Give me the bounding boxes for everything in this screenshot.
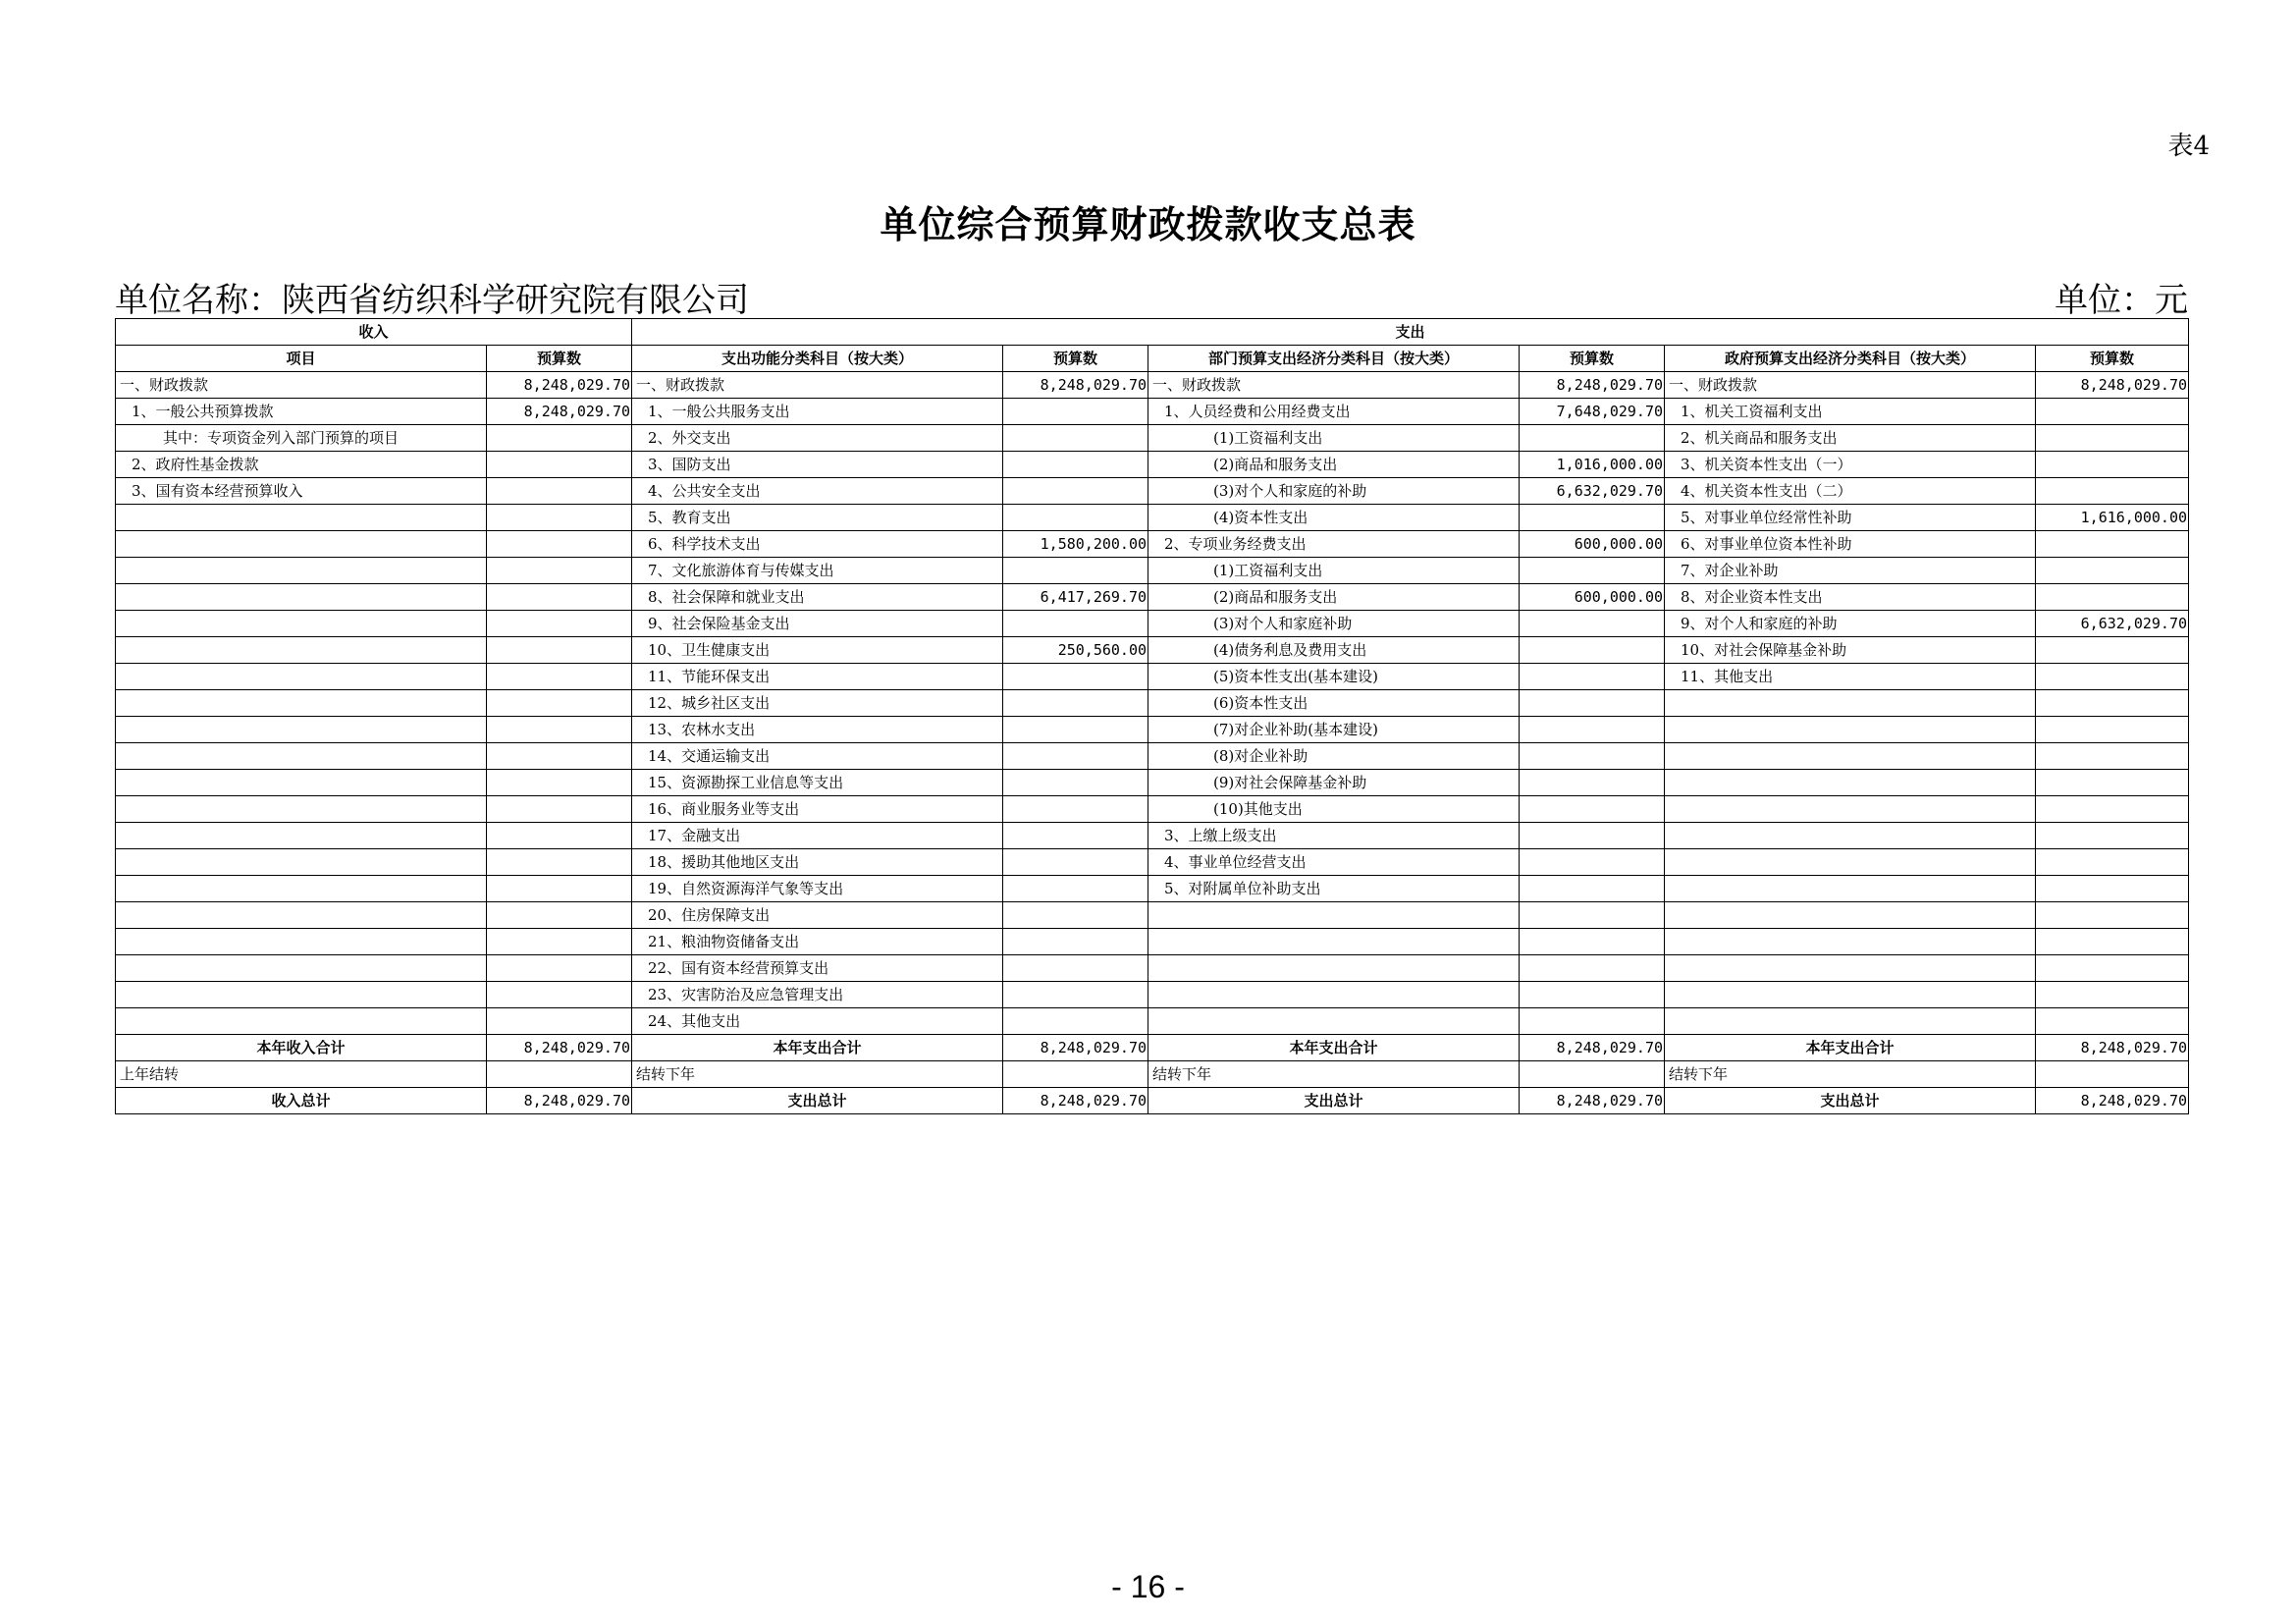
func-item-cell: 23、灾害防治及应急管理支出	[632, 982, 1003, 1008]
gov-budget-column-header: 预算数	[2036, 346, 2189, 372]
income-budget-cell	[487, 1008, 632, 1035]
income-budget-cell	[487, 505, 632, 531]
gov-budget-cell	[2036, 478, 2189, 505]
func-budget-cell: 8,248,029.70	[1003, 372, 1148, 399]
income-budget-cell	[487, 531, 632, 558]
carry-forward-value-gov	[2036, 1061, 2189, 1088]
func-budget-cell	[1003, 929, 1148, 955]
func-item-cell: 12、城乡社区支出	[632, 690, 1003, 717]
dept-econ-item-cell: (8)对企业补助	[1148, 743, 1520, 770]
income-item-cell: 1、一般公共预算拨款	[116, 399, 487, 425]
dept-budget-cell	[1520, 823, 1665, 849]
header-row-columns	[116, 346, 2189, 372]
func-class-column-header: 支出功能分类科目（按大类）	[632, 346, 1003, 372]
expense-grand-total-label-gov: 支出总计	[1665, 1088, 2036, 1114]
func-budget-column-header: 预算数	[1003, 346, 1148, 372]
func-item-cell: 13、农林水支出	[632, 717, 1003, 743]
income-item-cell	[116, 690, 487, 717]
dept-econ-column-header: 部门预算支出经济分类科目（按大类）	[1148, 346, 1520, 372]
expense-grand-total-label-func: 支出总计	[632, 1088, 1003, 1114]
income-item-cell	[116, 611, 487, 637]
gov-econ-item-cell: 9、对个人和家庭的补助	[1665, 611, 2036, 637]
unit-info-line	[115, 273, 2188, 318]
gov-budget-cell	[2036, 399, 2189, 425]
func-item-cell: 21、粮油物资储备支出	[632, 929, 1003, 955]
func-item-cell: 18、援助其他地区支出	[632, 849, 1003, 876]
dept-econ-item-cell: (10)其他支出	[1148, 796, 1520, 823]
carry-forward-value-func	[1003, 1061, 1148, 1088]
dept-budget-cell	[1520, 743, 1665, 770]
income-item-cell	[116, 505, 487, 531]
dept-budget-cell	[1520, 955, 1665, 982]
gov-budget-cell	[2036, 876, 2189, 902]
func-item-cell: 4、公共安全支出	[632, 478, 1003, 505]
gov-budget-cell	[2036, 584, 2189, 611]
func-item-cell: 16、商业服务业等支出	[632, 796, 1003, 823]
func-budget-cell	[1003, 902, 1148, 929]
func-budget-cell	[1003, 955, 1148, 982]
income-budget-cell	[487, 584, 632, 611]
year-expense-total-value-func: 8,248,029.70	[1003, 1035, 1148, 1061]
table-row	[116, 690, 2189, 717]
func-budget-cell	[1003, 505, 1148, 531]
income-item-cell: 一、财政拨款	[116, 372, 487, 399]
income-budget-cell: 8,248,029.70	[487, 399, 632, 425]
year-expense-total-label-dept: 本年支出合计	[1148, 1035, 1520, 1061]
table-row	[116, 611, 2189, 637]
gov-budget-cell	[2036, 902, 2189, 929]
dept-budget-cell	[1520, 849, 1665, 876]
dept-budget-cell	[1520, 982, 1665, 1008]
func-item-cell: 9、社会保险基金支出	[632, 611, 1003, 637]
income-budget-cell	[487, 717, 632, 743]
dept-budget-cell	[1520, 611, 1665, 637]
income-item-cell	[116, 955, 487, 982]
gov-budget-cell	[2036, 955, 2189, 982]
func-item-cell: 一、财政拨款	[632, 372, 1003, 399]
income-item-cell	[116, 531, 487, 558]
dept-budget-column-header: 预算数	[1520, 346, 1665, 372]
table-row	[116, 770, 2189, 796]
gov-budget-cell: 6,632,029.70	[2036, 611, 2189, 637]
func-item-cell: 11、节能环保支出	[632, 664, 1003, 690]
dept-econ-item-cell: (6)资本性支出	[1148, 690, 1520, 717]
dept-econ-item-cell	[1148, 982, 1520, 1008]
income-item-cell	[116, 823, 487, 849]
carry-forward-value-dept	[1520, 1061, 1665, 1088]
gov-econ-item-cell: 8、对企业资本性支出	[1665, 584, 2036, 611]
dept-econ-item-cell	[1148, 929, 1520, 955]
func-budget-cell	[1003, 823, 1148, 849]
year-expense-total-label-gov: 本年支出合计	[1665, 1035, 2036, 1061]
gov-budget-cell	[2036, 1008, 2189, 1035]
dept-econ-item-cell: 2、专项业务经费支出	[1148, 531, 1520, 558]
income-budget-cell	[487, 796, 632, 823]
year-expense-total-label-func: 本年支出合计	[632, 1035, 1003, 1061]
income-header: 收入	[116, 319, 632, 346]
dept-budget-cell	[1520, 558, 1665, 584]
gov-econ-item-cell	[1665, 929, 2036, 955]
gov-econ-item-cell: 7、对企业补助	[1665, 558, 2036, 584]
income-budget-cell	[487, 558, 632, 584]
gov-econ-item-cell: 10、对社会保障基金补助	[1665, 637, 2036, 664]
income-item-cell	[116, 902, 487, 929]
func-item-cell: 3、国防支出	[632, 452, 1003, 478]
dept-budget-cell	[1520, 505, 1665, 531]
prev-carryover-value	[487, 1061, 632, 1088]
dept-econ-item-cell: (9)对社会保障基金补助	[1148, 770, 1520, 796]
gov-econ-item-cell: 3、机关资本性支出（一）	[1665, 452, 2036, 478]
dept-budget-cell	[1520, 637, 1665, 664]
income-item-cell: 其中：专项资金列入部门预算的项目	[116, 425, 487, 452]
table-number: 表4	[2167, 132, 2210, 161]
income-item-cell	[116, 743, 487, 770]
gov-econ-item-cell: 4、机关资本性支出（二）	[1665, 478, 2036, 505]
dept-econ-item-cell	[1148, 1008, 1520, 1035]
gov-budget-cell	[2036, 664, 2189, 690]
income-item-cell	[116, 849, 487, 876]
carry-forward-label-gov: 结转下年	[1665, 1061, 2036, 1088]
year-total-row	[116, 1035, 2189, 1061]
dept-econ-item-cell: 1、人员经费和公用经费支出	[1148, 399, 1520, 425]
gov-econ-item-cell	[1665, 823, 2036, 849]
func-item-cell: 8、社会保障和就业支出	[632, 584, 1003, 611]
func-budget-cell	[1003, 876, 1148, 902]
dept-econ-item-cell	[1148, 955, 1520, 982]
expense-header: 支出	[632, 319, 2189, 346]
gov-budget-cell	[2036, 743, 2189, 770]
func-item-cell: 24、其他支出	[632, 1008, 1003, 1035]
expense-grand-total-value-func: 8,248,029.70	[1003, 1088, 1148, 1114]
gov-budget-cell	[2036, 452, 2189, 478]
table-row	[116, 452, 2189, 478]
gov-budget-cell	[2036, 796, 2189, 823]
income-item-cell: 3、国有资本经营预算收入	[116, 478, 487, 505]
gov-econ-item-cell: 一、财政拨款	[1665, 372, 2036, 399]
gov-econ-item-cell: 1、机关工资福利支出	[1665, 399, 2036, 425]
table-row	[116, 399, 2189, 425]
gov-econ-item-cell	[1665, 796, 2036, 823]
dept-budget-cell	[1520, 770, 1665, 796]
income-grand-total-label: 收入总计	[116, 1088, 487, 1114]
func-budget-cell	[1003, 452, 1148, 478]
func-budget-cell	[1003, 796, 1148, 823]
dept-budget-cell: 1,016,000.00	[1520, 452, 1665, 478]
func-budget-cell	[1003, 849, 1148, 876]
func-item-cell: 22、国有资本经营预算支出	[632, 955, 1003, 982]
table-row	[116, 664, 2189, 690]
table-row	[116, 743, 2189, 770]
gov-econ-item-cell: 6、对事业单位资本性补助	[1665, 531, 2036, 558]
dept-econ-item-cell	[1148, 902, 1520, 929]
table-row	[116, 505, 2189, 531]
gov-econ-item-cell	[1665, 743, 2036, 770]
income-budget-cell	[487, 425, 632, 452]
dept-budget-cell	[1520, 664, 1665, 690]
gov-econ-item-cell: 11、其他支出	[1665, 664, 2036, 690]
table-row	[116, 849, 2189, 876]
unit-currency: 单位：元	[2055, 281, 2188, 320]
dept-econ-item-cell: (1)工资福利支出	[1148, 425, 1520, 452]
dept-budget-cell	[1520, 796, 1665, 823]
income-budget-cell	[487, 611, 632, 637]
income-item-cell	[116, 717, 487, 743]
func-item-cell: 1、一般公共服务支出	[632, 399, 1003, 425]
income-budget-cell	[487, 664, 632, 690]
gov-budget-cell	[2036, 717, 2189, 743]
header-row-top	[116, 319, 2189, 346]
table-row	[116, 929, 2189, 955]
dept-econ-item-cell: (7)对企业补助(基本建设)	[1148, 717, 1520, 743]
func-budget-cell	[1003, 478, 1148, 505]
dept-econ-item-cell: 4、事业单位经营支出	[1148, 849, 1520, 876]
dept-budget-cell: 600,000.00	[1520, 584, 1665, 611]
income-item-cell: 2、政府性基金拨款	[116, 452, 487, 478]
func-budget-cell	[1003, 611, 1148, 637]
income-budget-cell	[487, 902, 632, 929]
func-item-cell: 15、资源勘探工业信息等支出	[632, 770, 1003, 796]
income-budget-cell	[487, 823, 632, 849]
income-budget-column-header: 预算数	[487, 346, 632, 372]
income-budget-cell	[487, 982, 632, 1008]
prev-carryover-label: 上年结转	[116, 1061, 487, 1088]
gov-econ-item-cell	[1665, 1008, 2036, 1035]
gov-econ-column-header: 政府预算支出经济分类科目（按大类）	[1665, 346, 2036, 372]
gov-budget-cell	[2036, 849, 2189, 876]
table-row	[116, 531, 2189, 558]
table-row	[116, 1008, 2189, 1035]
gov-econ-item-cell: 2、机关商品和服务支出	[1665, 425, 2036, 452]
gov-budget-cell: 8,248,029.70	[2036, 372, 2189, 399]
income-budget-cell	[487, 637, 632, 664]
dept-econ-item-cell: 3、上缴上级支出	[1148, 823, 1520, 849]
table-row	[116, 637, 2189, 664]
func-budget-cell	[1003, 770, 1148, 796]
income-item-cell	[116, 876, 487, 902]
dept-budget-cell: 600,000.00	[1520, 531, 1665, 558]
dept-budget-cell	[1520, 929, 1665, 955]
dept-budget-cell: 6,632,029.70	[1520, 478, 1665, 505]
income-budget-cell	[487, 770, 632, 796]
dept-econ-item-cell: (5)资本性支出(基本建设)	[1148, 664, 1520, 690]
income-item-cell	[116, 929, 487, 955]
dept-econ-item-cell: (2)商品和服务支出	[1148, 452, 1520, 478]
income-budget-cell	[487, 849, 632, 876]
page-title: 单位综合预算财政拨款收支总表	[880, 202, 1416, 246]
income-item-cell	[116, 558, 487, 584]
income-budget-cell	[487, 876, 632, 902]
income-item-cell	[116, 664, 487, 690]
dept-budget-cell	[1520, 1008, 1665, 1035]
income-item-cell	[116, 796, 487, 823]
dept-econ-item-cell: (3)对个人和家庭补助	[1148, 611, 1520, 637]
budget-summary-table	[115, 318, 2189, 1114]
func-item-cell: 17、金融支出	[632, 823, 1003, 849]
income-item-cell	[116, 982, 487, 1008]
year-expense-total-value-gov: 8,248,029.70	[2036, 1035, 2189, 1061]
dept-econ-item-cell: (4)债务利息及费用支出	[1148, 637, 1520, 664]
func-budget-cell	[1003, 690, 1148, 717]
gov-econ-item-cell	[1665, 902, 2036, 929]
gov-econ-item-cell	[1665, 876, 2036, 902]
income-budget-cell	[487, 929, 632, 955]
table-row	[116, 823, 2189, 849]
table-row	[116, 478, 2189, 505]
gov-econ-item-cell	[1665, 770, 2036, 796]
dept-budget-cell: 8,248,029.70	[1520, 372, 1665, 399]
income-budget-cell	[487, 743, 632, 770]
func-budget-cell	[1003, 1008, 1148, 1035]
gov-budget-cell	[2036, 558, 2189, 584]
dept-econ-item-cell: (3)对个人和家庭的补助	[1148, 478, 1520, 505]
income-budget-cell	[487, 478, 632, 505]
table-row	[116, 982, 2189, 1008]
dept-budget-cell	[1520, 876, 1665, 902]
income-budget-cell: 8,248,029.70	[487, 372, 632, 399]
gov-budget-cell	[2036, 823, 2189, 849]
income-budget-cell	[487, 955, 632, 982]
func-item-cell: 6、科学技术支出	[632, 531, 1003, 558]
func-item-cell: 5、教育支出	[632, 505, 1003, 531]
func-item-cell: 10、卫生健康支出	[632, 637, 1003, 664]
gov-budget-cell	[2036, 690, 2189, 717]
func-budget-cell	[1003, 425, 1148, 452]
item-column-header: 项目	[116, 346, 487, 372]
func-budget-cell	[1003, 558, 1148, 584]
func-item-cell: 2、外交支出	[632, 425, 1003, 452]
carry-forward-label-dept: 结转下年	[1148, 1061, 1520, 1088]
func-budget-cell	[1003, 399, 1148, 425]
year-expense-total-value-dept: 8,248,029.70	[1520, 1035, 1665, 1061]
table-row	[116, 372, 2189, 399]
dept-econ-item-cell: 一、财政拨款	[1148, 372, 1520, 399]
gov-budget-cell	[2036, 531, 2189, 558]
dept-budget-cell: 7,648,029.70	[1520, 399, 1665, 425]
unit-name: 单位名称：陕西省纺织科学研究院有限公司	[115, 281, 749, 320]
grand-total-row	[116, 1088, 2189, 1114]
table-row	[116, 584, 2189, 611]
func-budget-cell	[1003, 717, 1148, 743]
gov-budget-cell	[2036, 929, 2189, 955]
func-budget-cell: 250,560.00	[1003, 637, 1148, 664]
dept-budget-cell	[1520, 690, 1665, 717]
table-row	[116, 955, 2189, 982]
carryover-row	[116, 1061, 2189, 1088]
dept-econ-item-cell: (4)资本性支出	[1148, 505, 1520, 531]
gov-econ-item-cell	[1665, 717, 2036, 743]
gov-econ-item-cell	[1665, 849, 2036, 876]
table-row	[116, 425, 2189, 452]
func-budget-cell: 1,580,200.00	[1003, 531, 1148, 558]
expense-grand-total-label-dept: 支出总计	[1148, 1088, 1520, 1114]
income-item-cell	[116, 1008, 487, 1035]
func-item-cell: 14、交通运输支出	[632, 743, 1003, 770]
income-item-cell	[116, 584, 487, 611]
gov-econ-item-cell: 5、对事业单位经常性补助	[1665, 505, 2036, 531]
func-budget-cell	[1003, 982, 1148, 1008]
table-row	[116, 876, 2189, 902]
gov-budget-cell	[2036, 770, 2189, 796]
carry-forward-label-func: 结转下年	[632, 1061, 1003, 1088]
gov-econ-item-cell	[1665, 982, 2036, 1008]
table-row	[116, 558, 2189, 584]
gov-econ-item-cell	[1665, 955, 2036, 982]
gov-budget-cell	[2036, 425, 2189, 452]
income-budget-cell	[487, 452, 632, 478]
income-item-cell	[116, 770, 487, 796]
func-budget-cell	[1003, 664, 1148, 690]
table-row	[116, 717, 2189, 743]
dept-econ-item-cell: 5、对附属单位补助支出	[1148, 876, 1520, 902]
dept-budget-cell	[1520, 425, 1665, 452]
dept-budget-cell	[1520, 902, 1665, 929]
expense-grand-total-value-dept: 8,248,029.70	[1520, 1088, 1665, 1114]
year-income-total-value: 8,248,029.70	[487, 1035, 632, 1061]
dept-econ-item-cell: (1)工资福利支出	[1148, 558, 1520, 584]
func-item-cell: 20、住房保障支出	[632, 902, 1003, 929]
gov-budget-cell: 1,616,000.00	[2036, 505, 2189, 531]
expense-grand-total-value-gov: 8,248,029.70	[2036, 1088, 2189, 1114]
dept-econ-item-cell: (2)商品和服务支出	[1148, 584, 1520, 611]
page-number: - 16 -	[1111, 1569, 1185, 1604]
income-item-cell	[116, 637, 487, 664]
func-item-cell: 19、自然资源海洋气象等支出	[632, 876, 1003, 902]
income-grand-total-value: 8,248,029.70	[487, 1088, 632, 1114]
gov-budget-cell	[2036, 637, 2189, 664]
gov-econ-item-cell	[1665, 690, 2036, 717]
func-budget-cell: 6,417,269.70	[1003, 584, 1148, 611]
gov-budget-cell	[2036, 982, 2189, 1008]
year-income-total-label: 本年收入合计	[116, 1035, 487, 1061]
func-budget-cell	[1003, 743, 1148, 770]
table-row	[116, 796, 2189, 823]
dept-budget-cell	[1520, 717, 1665, 743]
func-item-cell: 7、文化旅游体育与传媒支出	[632, 558, 1003, 584]
income-budget-cell	[487, 690, 632, 717]
table-row	[116, 902, 2189, 929]
